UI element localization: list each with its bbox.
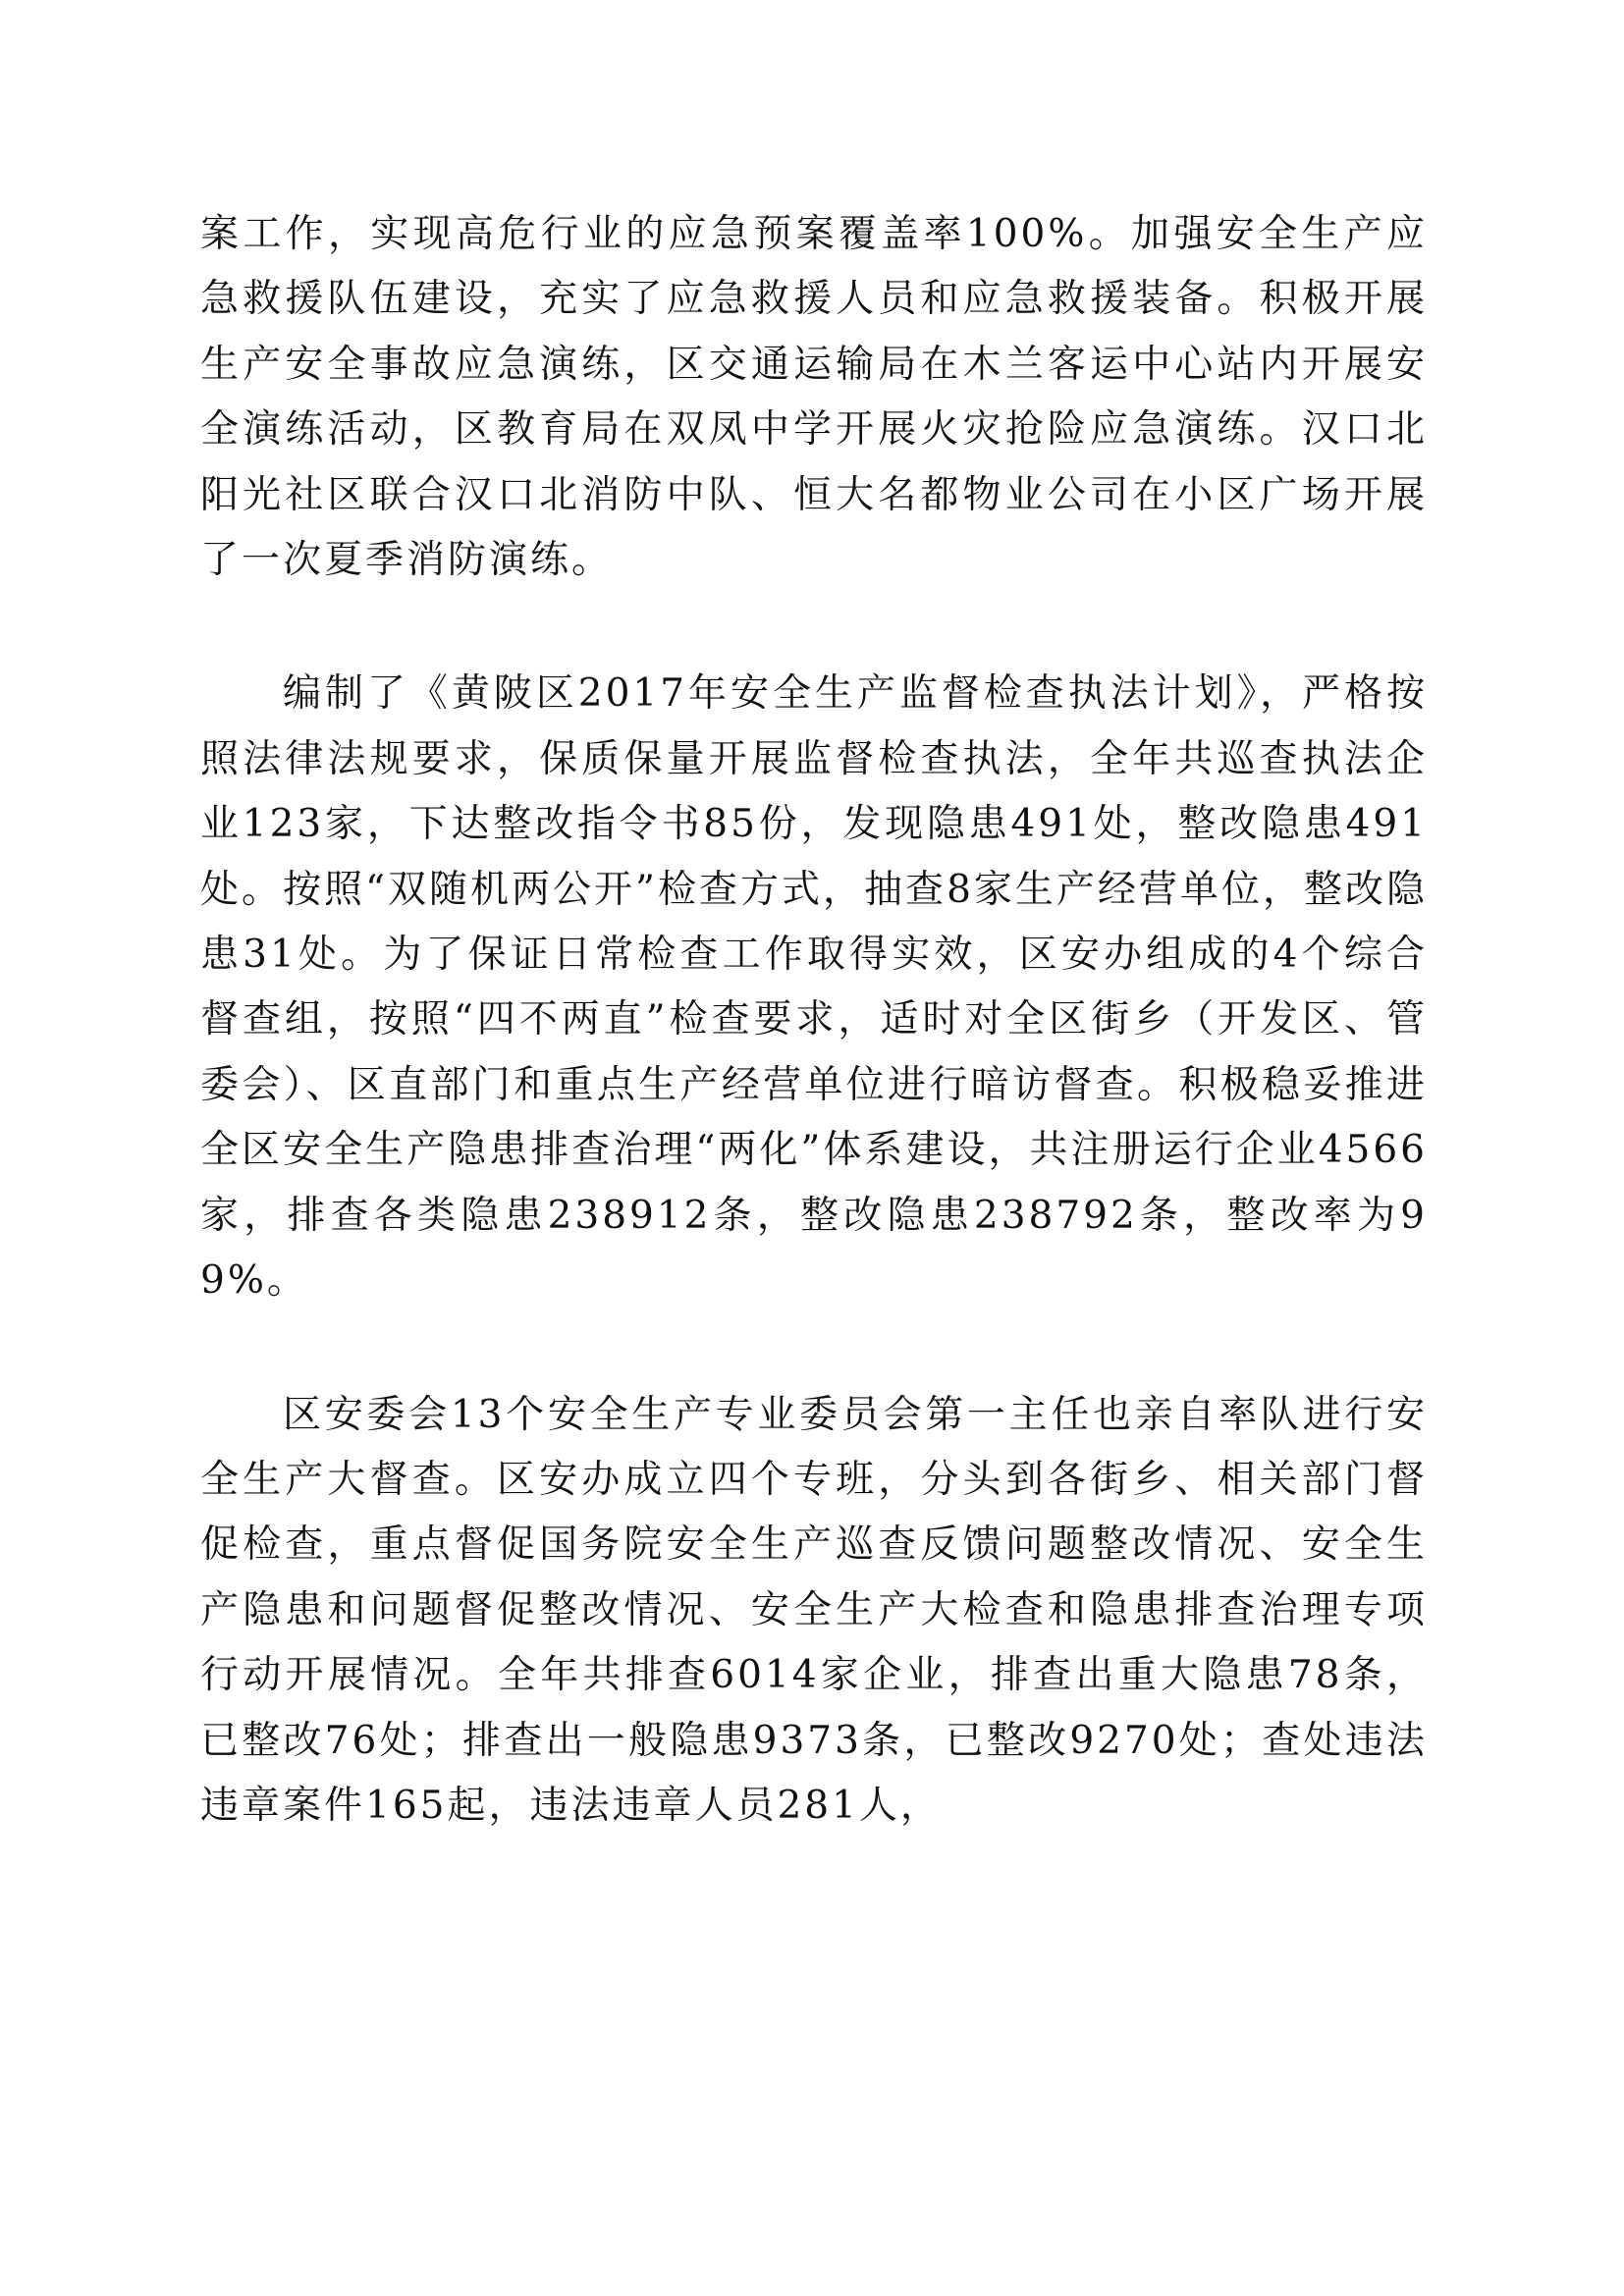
paragraph-emergency-drills: 案工作，实现高危行业的应急预案覆盖率100%。加强安全生产应急救援队伍建设，充实了应急救援人员和应急救援装备。积极开展生产安全事故应急演练，区交通运输局在木兰客运中心站内开展安全演练活动，区教育局在双凤中学开展火灾抢险应急演练。汉口北阳光社区联合汉口北消防中队、恒大名都物业公司在小区广场开展了一次夏季消防演练。 <box>200 212 1428 583</box>
paragraph-inspection-plan: 编制了《黄陂区2017年安全生产监督检查执法计划》，严格按照法律法规要求，保质保量开展监督检查执法，全年共巡查执法企业123家，下达整改指令书85份，发现隐患491处，整改隐患491处。按照“双随机两公开”检查方式，抽查8家生产经营单位，整改隐患31处。为了保证日常检查工作取得实效，区安办组成的4个综合督查组，按照“四不两直”检查要求，适时对全区街乡（开发区、管委会）、区直部门和重点生产经营单位进行暗访督查。积极稳妥推进全区安全生产隐患排查治理“两化”体系建设，共注册运行企业4566家，排查各类隐患238912条，整改隐患238792条，整改率为99%。 <box>200 671 1428 1304</box>
paragraph-safety-supervision: 区安委会13个安全生产专业委员会第一主任也亲自率队进行安全生产大督查。区安办成立四个专班，分头到各街乡、相关部门督促检查，重点督促国务院安全生产巡查反馈问题整改情况、安全生产隐患和问题督促整改情况、安全生产大检查和隐患排查治理专项行动开展情况。全年共排查6014家企业，排查出重大隐患78条，已整改76处；排查出一般隐患9373条，已整改9270处；查处违法违章案件165起，违法违章人员281人， <box>200 1392 1428 1828</box>
document-body <box>200 202 1428 1839</box>
